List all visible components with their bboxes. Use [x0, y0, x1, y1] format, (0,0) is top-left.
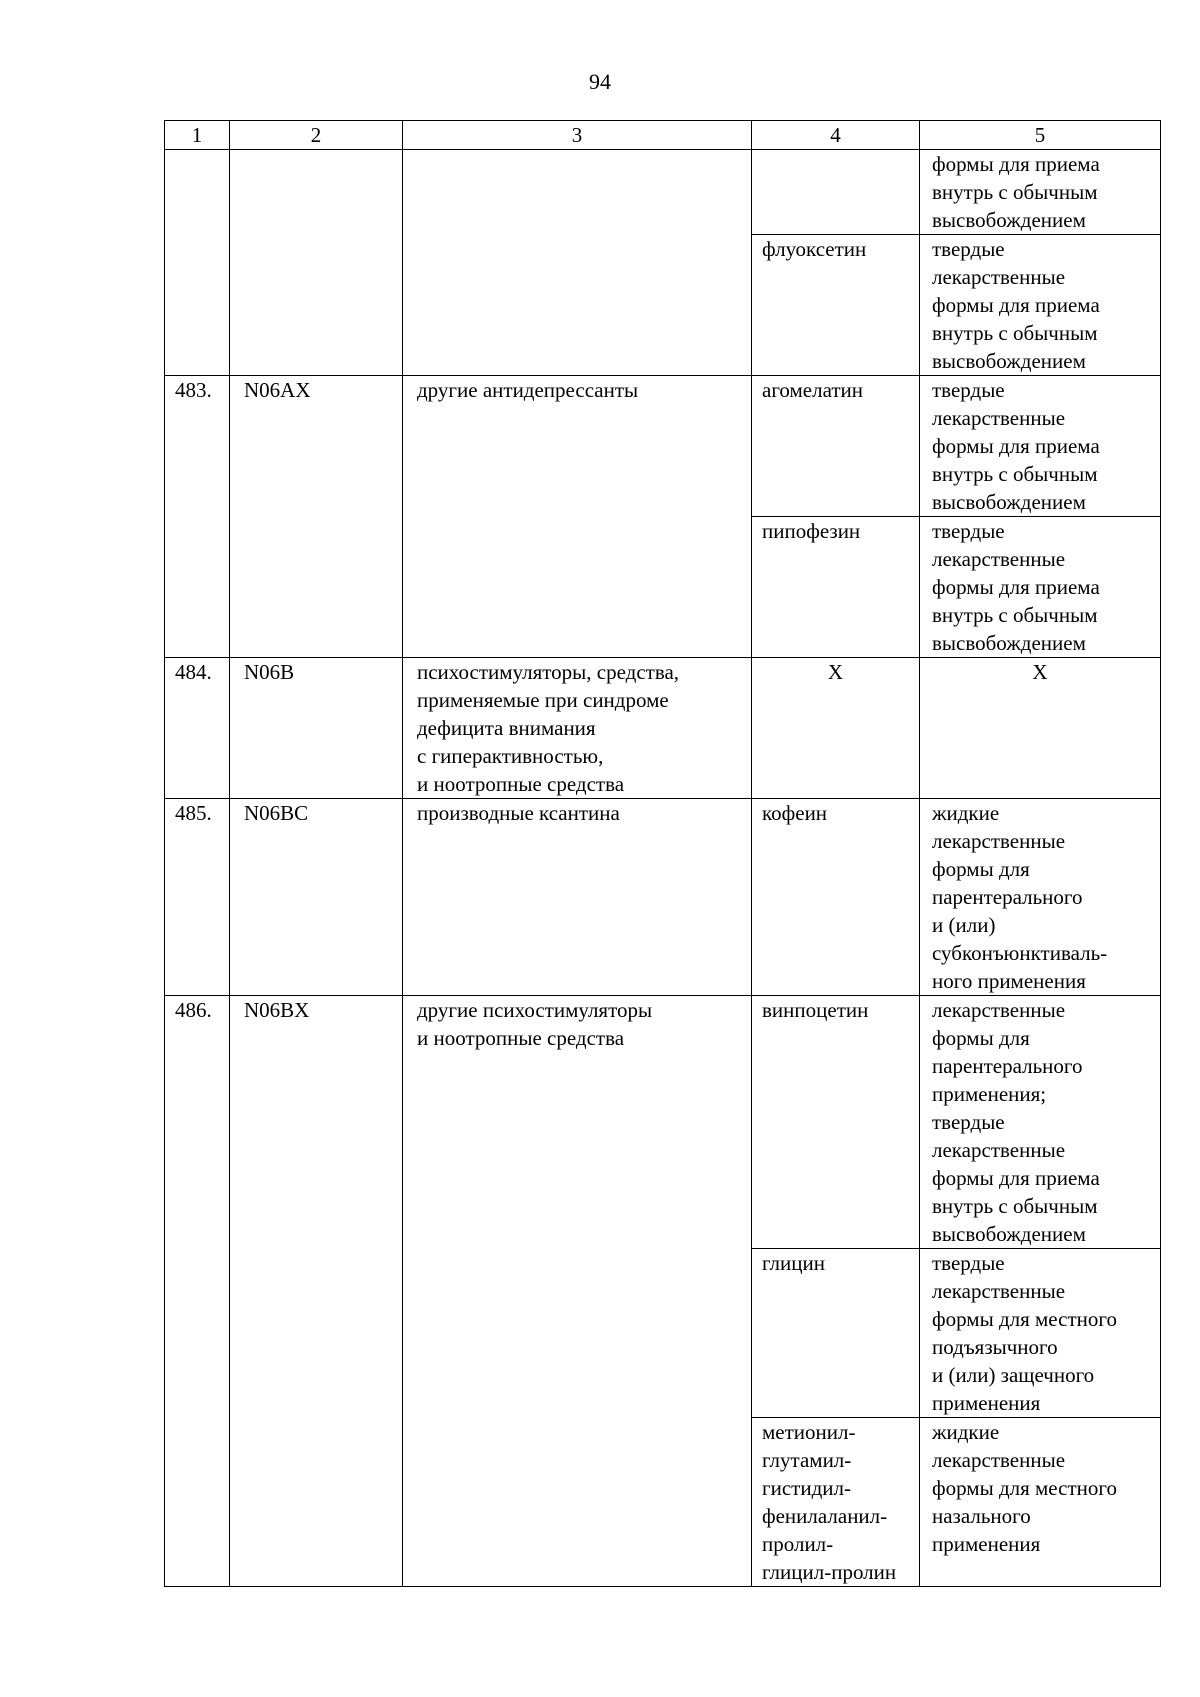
table-row [165, 996, 1161, 1249]
atc-code-cell: N06BC [230, 799, 403, 996]
atc-code-cell: N06B [230, 658, 403, 799]
medication-table [164, 120, 1161, 1587]
header-cell: 4 [752, 121, 920, 150]
table-row [165, 376, 1161, 517]
row-number-cell: 484. [165, 658, 230, 799]
dosage-form-cell: твердые лекарственные формы для приема внутрь с обычным высвобождением [920, 235, 1161, 376]
header-cell: 2 [230, 121, 403, 150]
dosage-form-cell: формы для приема внутрь с обычным высвобождением [920, 150, 1161, 235]
header-cell: 5 [920, 121, 1161, 150]
inn-cell: винпоцетин [752, 996, 920, 1249]
dosage-form-cell: жидкие лекарственные формы для парентерального и (или) субконъюнктиваль- ного применения [920, 799, 1161, 996]
dosage-form-cell: лекарственные формы для парентерального применения; твердые лекарственные формы для приема внутрь с обычным высвобождением [920, 996, 1161, 1249]
row-number-cell [165, 150, 230, 376]
inn-cell [752, 150, 920, 235]
inn-cell: флуоксетин [752, 235, 920, 376]
group-name-cell: другие антидепрессанты [403, 376, 752, 658]
group-name-cell: психостимуляторы, средства, применяемые при синдроме дефицита внимания с гиперактивностью, и ноотропные средства [403, 658, 752, 799]
dosage-form-cell: Х [920, 658, 1161, 799]
atc-code-cell [230, 150, 403, 376]
atc-code-cell: N06BX [230, 996, 403, 1587]
dosage-form-cell: твердые лекарственные формы для приема внутрь с обычным высвобождением [920, 517, 1161, 658]
table-row [165, 150, 1161, 235]
inn-cell: кофеин [752, 799, 920, 996]
header-row [165, 121, 1161, 150]
inn-cell: агомелатин [752, 376, 920, 517]
header-cell: 1 [165, 121, 230, 150]
inn-cell: метионил- глутамил- гистидил- фенилаланил- пролил- глицил-пролин [752, 1418, 920, 1587]
inn-cell: глицин [752, 1249, 920, 1418]
atc-code-cell: N06AX [230, 376, 403, 658]
header-cell: 3 [403, 121, 752, 150]
group-name-cell: другие психостимуляторы и ноотропные средства [403, 996, 752, 1587]
group-name-cell: производные ксантина [403, 799, 752, 996]
inn-cell: Х [752, 658, 920, 799]
dosage-form-cell: твердые лекарственные формы для приема внутрь с обычным высвобождением [920, 376, 1161, 517]
inn-cell: пипофезин [752, 517, 920, 658]
table-row [165, 658, 1161, 799]
row-number-cell: 486. [165, 996, 230, 1587]
table-row [165, 799, 1161, 996]
row-number-cell: 483. [165, 376, 230, 658]
group-name-cell [403, 150, 752, 376]
page-number: 94 [589, 69, 611, 94]
row-number-cell: 485. [165, 799, 230, 996]
dosage-form-cell: жидкие лекарственные формы для местного назального применения [920, 1418, 1161, 1587]
dosage-form-cell: твердые лекарственные формы для местного подъязычного и (или) защечного применения [920, 1249, 1161, 1418]
